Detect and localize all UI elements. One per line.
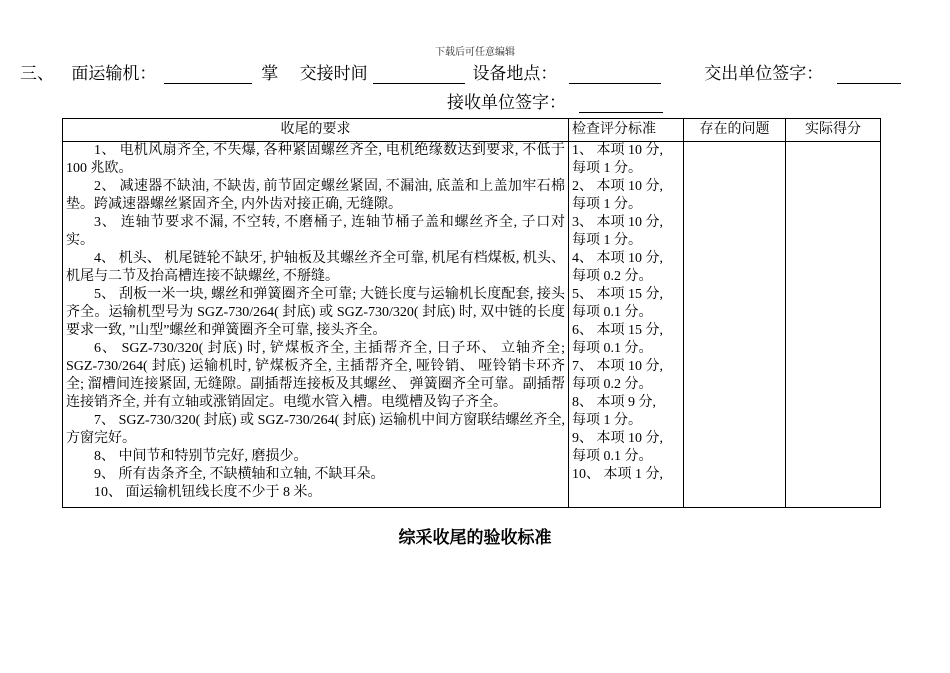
- score-line: 3、 本项 10 分,: [572, 215, 663, 230]
- column-header-issues: 存在的问题: [684, 119, 786, 142]
- requirement-item: 10、 面运输机钮线长度不少于 8 米。: [94, 485, 322, 500]
- column-header-scoring: 检查评分标准: [569, 119, 684, 142]
- scoring-cell: [569, 142, 684, 508]
- requirement-item: 4、 机头、 机尾链轮不缺牙, 护轴板及其螺丝齐全可靠, 机尾有档煤板, 机头、 机尾与二节及抬高槽连接不缺螺丝, 不掰缝。: [66, 251, 565, 284]
- handover-time-blank[interactable]: [373, 64, 465, 84]
- document-caption: 综采收尾的验收标准: [398, 528, 552, 548]
- score-line: 每项 1 分。: [572, 197, 642, 212]
- requirement-item: 7、 SGZ-730/320( 封底) 或 SGZ-730/264( 封底) 运输机中间方窗联结螺丝齐全, 方窗完好。: [66, 413, 565, 446]
- machine-label: 面运输机：: [71, 64, 157, 84]
- score-line: 每项 0.2 分。: [572, 377, 653, 392]
- score-line: 每项 0.1 分。: [572, 449, 653, 464]
- issues-cell[interactable]: [684, 142, 786, 508]
- acceptance-table: [62, 118, 881, 508]
- score-line: 9、 本项 10 分,: [572, 431, 663, 446]
- score-line: 每项 0.1 分。: [572, 305, 653, 320]
- sender-signature-label: 交出单位签字：: [704, 64, 824, 84]
- table-row: [63, 142, 881, 508]
- score-line: 6、 本项 15 分,: [572, 323, 663, 338]
- requirement-item: 8、 中间节和特别节完好, 磨损少。: [94, 449, 308, 464]
- requirement-item: 3、 连轴节要求不漏, 不空转, 不磨桶子, 连轴节桶子盖和螺丝齐全, 子口对实。: [66, 215, 565, 248]
- location-blank[interactable]: [569, 64, 661, 84]
- score-line: 每项 1 分。: [572, 233, 642, 248]
- header-line-1: [20, 59, 901, 84]
- score-line: 每项 0.2 分。: [572, 269, 653, 284]
- handover-time-label: 交接时间: [299, 64, 368, 84]
- score-line: 每项 0.1 分。: [572, 341, 653, 356]
- requirements-cell: [63, 142, 569, 508]
- column-header-score: 实际得分: [786, 119, 881, 142]
- watermark-text: 下载后可任意编辑: [435, 47, 515, 58]
- requirement-item: 5、 刮板一米一块, 螺丝和弹簧圈齐全可靠; 大链长度与运输机长度配套, 接头齐全。运输机型号为 SGZ-730/264( 封底) 或 SGZ-730/320( 封底) 时, 双中链的长度要求一致, ”山型”螺丝和弹簧圈齐全可靠, 接头齐全。: [66, 287, 565, 338]
- location-label: 设备地点：: [472, 64, 558, 84]
- score-line: 10、 本项 1 分,: [572, 467, 663, 482]
- score-line: 每项 1 分。: [572, 413, 642, 428]
- requirement-item: 9、 所有齿条齐全, 不缺横轴和立轴, 不缺耳朵。: [94, 467, 385, 482]
- receiver-signature-label: 接收单位签字：: [447, 93, 566, 113]
- boss-label: 掌: [261, 64, 279, 84]
- receiver-signature-blank[interactable]: [579, 93, 663, 113]
- sender-signature-blank[interactable]: [837, 64, 901, 84]
- score-line: 每项 1 分。: [572, 161, 642, 176]
- score-line: 4、 本项 10 分,: [572, 251, 663, 266]
- column-header-requirements: 收尾的要求: [63, 119, 569, 142]
- score-line: 8、 本项 9 分,: [572, 395, 656, 410]
- score-line: 5、 本项 15 分,: [572, 287, 663, 302]
- section-number: 三、: [20, 64, 54, 84]
- score-line: 1、 本项 10 分,: [572, 143, 663, 158]
- machine-blank[interactable]: [164, 64, 252, 84]
- requirement-item: 1、 电机风扇齐全, 不失爆, 各种紧固螺丝齐全, 电机绝缘数达到要求, 不低于 100 兆欧。: [66, 143, 565, 176]
- requirement-item: 6、 SGZ-730/320( 封底) 时, 铲煤板齐全, 主插帮齐全, 日子环、 立轴齐全; SGZ-730/264( 封底) 运输机时, 铲煤板齐全, 主插帮齐全, 哑铃销、 哑铃销卡环齐全; 溜槽间连接紧固, 无缝隙。副插帮连接板及其螺丝、 弹簧圈齐全可靠。副插帮连接销齐全, 并有立轴或涨销固定。电缆水管入槽。电缆槽及钩子齐全。: [66, 341, 565, 410]
- score-line: 2、 本项 10 分,: [572, 179, 663, 194]
- header-line-2: [447, 88, 663, 113]
- score-line: 7、 本项 10 分,: [572, 359, 663, 374]
- requirement-item: 2、 减速器不缺油, 不缺齿, 前节固定螺丝紧固, 不漏油, 底盖和上盖加牢石棉垫。跨减速器螺丝紧固齐全, 内外齿对接正确, 无缝隙。: [66, 179, 565, 212]
- score-cell[interactable]: [786, 142, 881, 508]
- table-header-row: [63, 119, 881, 142]
